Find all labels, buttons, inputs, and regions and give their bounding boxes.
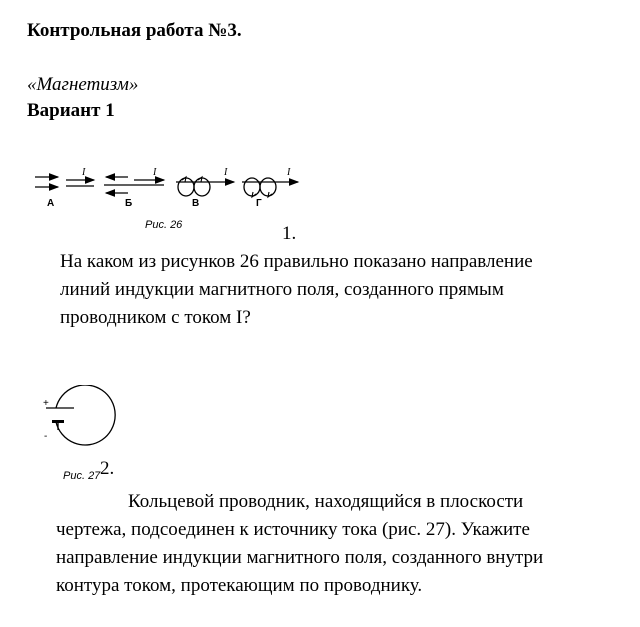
variant-heading: Вариант 1 bbox=[27, 100, 115, 121]
current-label-v: I bbox=[224, 167, 228, 178]
question-1-line-3: проводником с током I? bbox=[60, 307, 251, 328]
question-1-number: 1. bbox=[282, 223, 297, 244]
panel-label-b: Б bbox=[125, 198, 133, 209]
question-1-line-2: линий индукции магнитного поля, созданного прямым bbox=[60, 279, 504, 300]
plus-sign: + bbox=[43, 398, 49, 409]
current-label-a: I bbox=[82, 167, 86, 178]
figure-26-caption: Рис. 26 bbox=[145, 219, 183, 231]
current-label-g: I bbox=[287, 167, 291, 178]
panel-label-v: В bbox=[192, 198, 200, 209]
current-label-b: I bbox=[153, 167, 157, 178]
panel-label-a: А bbox=[47, 198, 55, 209]
minus-sign: - bbox=[44, 431, 48, 442]
question-2-line-4: контура током, протекающим по проводнику. bbox=[56, 575, 423, 596]
question-2-text bbox=[56, 488, 543, 600]
question-2-line-3: направление индукции магнитного поля, созданного внутри bbox=[56, 547, 544, 568]
question-1-text bbox=[60, 248, 533, 332]
question-1-line-1: На каком из рисунков 26 правильно показано направление bbox=[60, 251, 533, 272]
question-2-line-2: чертежа, подсоединен к источнику тока (рис. 27). Укажите bbox=[56, 519, 530, 540]
figure-26-panel-a bbox=[35, 167, 94, 209]
figure-26-panel-b bbox=[104, 167, 164, 209]
page-title: Контрольная работа №3. bbox=[27, 20, 242, 41]
panel-label-g: Г bbox=[256, 198, 262, 209]
figure-27 bbox=[36, 385, 136, 490]
topic-subtitle: «Магнетизм» bbox=[27, 74, 139, 95]
question-2-number: 2. bbox=[100, 458, 115, 479]
figure-26-panel-v bbox=[176, 167, 234, 209]
question-2-line-1: Кольцевой проводник, находящийся в плоскости bbox=[128, 491, 524, 512]
figure-26 bbox=[30, 160, 310, 235]
figure-26-panel-g bbox=[242, 167, 298, 209]
figure-27-caption: Рис. 27 bbox=[63, 470, 101, 482]
